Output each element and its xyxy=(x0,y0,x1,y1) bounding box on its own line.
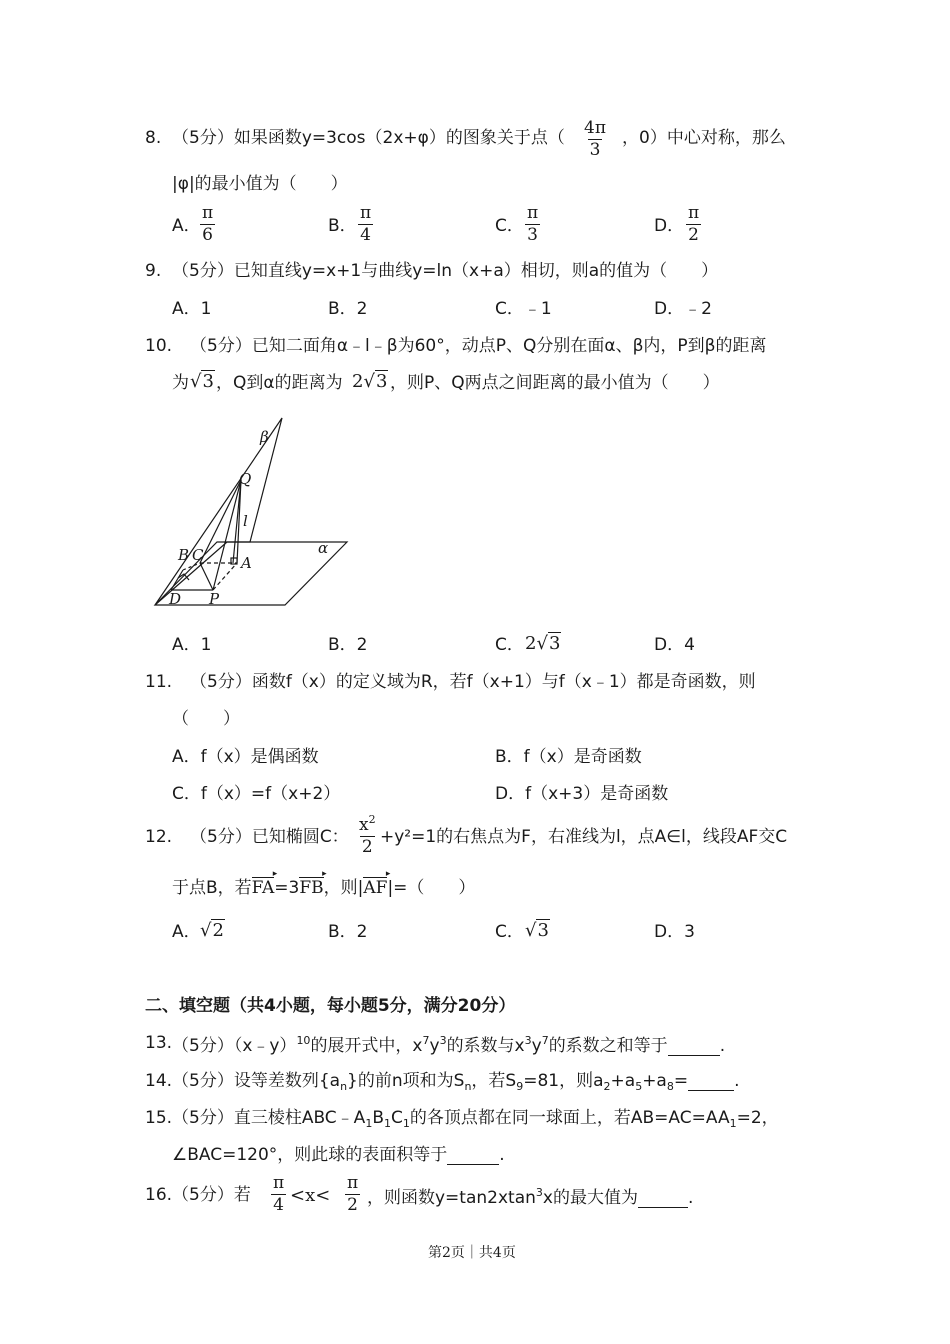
q10-line2-end: ，则P、Q两点之间距离的最小值为（ ） xyxy=(390,373,720,393)
subscript: 1 xyxy=(729,1117,737,1130)
fraction-numerator: π xyxy=(347,1173,359,1193)
q8-option-c-label: C． xyxy=(495,216,524,236)
q15-text: =2， xyxy=(736,1108,779,1128)
q15-period: . xyxy=(499,1145,505,1165)
q12-option-c-sqrt: √3 xyxy=(525,920,549,941)
subscript: 1 xyxy=(383,1117,391,1130)
figure-label-q: Q xyxy=(239,470,252,488)
fraction-denominator: 4 xyxy=(273,1195,284,1215)
q8-point-fraction xyxy=(582,120,608,159)
q13-text: 的系数之和等于 xyxy=(548,1036,668,1056)
q16-text: x的最大值为 xyxy=(542,1188,638,1208)
q12-line2-mid: ，则| xyxy=(323,878,364,898)
q11-option-c: C．f（x）=f（x+2） xyxy=(172,784,341,804)
numerator-exponent: 2 xyxy=(368,813,376,826)
q12-line2 xyxy=(172,880,475,897)
q13-text: 的系数与x xyxy=(446,1036,525,1056)
q8-option-a-fraction xyxy=(200,205,215,244)
q14-period: . xyxy=(734,1071,740,1091)
q16-text: ，则函数y=tan2xtan xyxy=(367,1188,536,1208)
q16-fraction-2 xyxy=(345,1175,360,1214)
q14-text: +a xyxy=(642,1071,667,1091)
q10-option-b: B．2 xyxy=(328,635,368,655)
q15-text: ∠BAC=120°，则此球的表面积等于 xyxy=(172,1145,448,1165)
q10-line2-mid: ，Q到α的距离为 xyxy=(216,373,343,393)
exponent: 3 xyxy=(524,1034,532,1047)
q9-option-c: C．﹣1 xyxy=(495,299,552,319)
q15-text: （5分）直三棱柱ABC﹣A xyxy=(172,1108,366,1128)
q8-number: 8. xyxy=(145,128,162,148)
numerator-base: x xyxy=(359,815,369,835)
q10-sqrt-2: 2√3 xyxy=(352,371,388,392)
q11-line2: （ ） xyxy=(172,709,240,729)
q8-stem-end: ，0）中心对称，那么 xyxy=(622,128,786,148)
exponent: 10 xyxy=(296,1034,311,1047)
fraction-denominator: 2 xyxy=(347,1195,358,1215)
q12-ellipse-fraction xyxy=(357,814,378,856)
figure-label-beta: β xyxy=(260,428,269,446)
figure-label-p: P xyxy=(209,590,220,608)
radicand: 3 xyxy=(537,920,549,941)
coefficient: 2 xyxy=(525,633,537,654)
q12-option-d: D．3 xyxy=(654,922,695,942)
q13-stem xyxy=(172,1035,725,1056)
q12-option-a-label: A． xyxy=(172,922,201,942)
q12-number: 12. xyxy=(145,827,173,847)
q12-option-a-sqrt: √2 xyxy=(200,920,224,941)
q15-text: 的各顶点都在同一球面上，若AB=AC=AA xyxy=(409,1108,730,1128)
q11-option-b: B．f（x）是奇函数 xyxy=(495,747,642,767)
q8-option-c-fraction xyxy=(525,205,540,244)
q10-option-c-sqrt: 2√3 xyxy=(525,633,561,654)
q8-option-b-fraction xyxy=(358,205,373,244)
q16-number: 16. xyxy=(145,1185,173,1205)
radicand: 2 xyxy=(212,920,224,941)
answer-blank[interactable] xyxy=(668,1038,720,1056)
exponent: 3 xyxy=(439,1034,447,1047)
q9-option-d: D．﹣2 xyxy=(654,299,712,319)
section-heading: 二、填空题（共4小题，每小题5分，满分20分） xyxy=(145,996,516,1016)
q15-stem xyxy=(172,1110,779,1129)
subscript: 9 xyxy=(516,1080,524,1093)
line-qc xyxy=(200,480,241,563)
figure-label-d: D xyxy=(169,590,182,608)
exponent: 7 xyxy=(422,1034,430,1047)
q10-option-a: A．1 xyxy=(172,635,212,655)
radicand: 3 xyxy=(202,371,214,392)
q13-text: 的展开式中，x xyxy=(310,1036,423,1056)
line-bc-dashed xyxy=(183,563,200,570)
fraction-numerator: π xyxy=(688,203,700,223)
q12-option-b: B．2 xyxy=(328,922,368,942)
q10-number: 10. xyxy=(145,336,173,356)
fraction-denominator: 2 xyxy=(688,225,699,245)
fraction-numerator: π xyxy=(360,203,372,223)
q9-number: 9. xyxy=(145,261,162,281)
subscript: 1 xyxy=(365,1117,373,1130)
plane-beta xyxy=(155,418,282,605)
answer-blank[interactable] xyxy=(638,1190,688,1208)
q14-text: = xyxy=(673,1071,689,1091)
q14-text: +a xyxy=(610,1071,636,1091)
q14-stem xyxy=(172,1073,740,1092)
q16-inequality: <x< xyxy=(290,1185,331,1206)
figure-label-l: l xyxy=(243,512,248,530)
q13-text: （5分）（x﹣y） xyxy=(172,1036,297,1056)
fraction-denominator: 3 xyxy=(589,140,601,160)
q14-text: ，若S xyxy=(471,1071,517,1091)
q8-option-b-label: B． xyxy=(328,216,357,236)
subscript: 8 xyxy=(666,1080,674,1093)
q9-stem: （5分）已知直线y=x+1与曲线y=ln（x+a）相切，则a的值为（ ） xyxy=(172,261,719,281)
q16-fraction-1 xyxy=(271,1175,286,1214)
q8-stem: （5分）如果函数y=3cos（2x+φ）的图象关于点（ xyxy=(172,128,565,148)
q8-option-d-fraction xyxy=(686,205,701,244)
figure-label-a: A xyxy=(241,554,252,572)
fraction-denominator: 6 xyxy=(202,225,213,245)
q10-line2-start: 为 xyxy=(172,373,189,393)
q14-text: }的前n项和为S xyxy=(347,1071,465,1091)
fraction-numerator: π xyxy=(273,1173,285,1193)
figure-label-b: B xyxy=(178,546,190,564)
q10-sqrt-1: √3 xyxy=(190,371,214,392)
fraction-denominator: 2 xyxy=(361,837,373,857)
q10-line1: （5分）已知二面角α﹣l﹣β为60°，动点P、Q分别在面α、β内，P到β的距离 xyxy=(190,336,767,356)
subscript: n xyxy=(340,1080,348,1093)
fraction-numerator: π xyxy=(202,203,214,223)
q12-line2-end: |=（ ） xyxy=(387,878,476,898)
exponent: 7 xyxy=(541,1034,549,1047)
figure-label-c: C xyxy=(192,546,204,564)
subscript: 5 xyxy=(635,1080,643,1093)
q10-option-c-label: C． xyxy=(495,635,524,655)
line-pc xyxy=(200,563,213,590)
fraction-numerator: 4π xyxy=(584,118,606,138)
q16-stem-end xyxy=(367,1187,693,1208)
vector-fa: FA ▸ xyxy=(252,880,275,897)
q12-line2-start: 于点B，若 xyxy=(172,878,252,898)
q8-option-a-label: A． xyxy=(172,216,201,236)
q13-text: y xyxy=(429,1036,440,1056)
q12-stem-end: +y²=1的右焦点为F，右准线为l，点A∈l，线段AF交C xyxy=(380,827,788,847)
q14-text: =81，则a xyxy=(523,1071,604,1091)
coefficient: 2 xyxy=(352,371,364,392)
subscript: 2 xyxy=(603,1080,611,1093)
q14-text: （5分）设等差数列{a xyxy=(172,1071,341,1091)
q9-option-b: B．2 xyxy=(328,299,368,319)
fraction-numerator xyxy=(357,814,378,836)
q11-option-a: A．f（x）是偶函数 xyxy=(172,747,319,767)
q13-text: y xyxy=(531,1036,542,1056)
q9-option-a: A．1 xyxy=(172,299,212,319)
q15-text: C xyxy=(390,1108,403,1128)
q12-stem: （5分）已知椭圆C： xyxy=(190,827,349,847)
q13-period: . xyxy=(719,1036,726,1056)
q8-option-d-label: D． xyxy=(654,216,685,236)
q16-period: . xyxy=(687,1188,694,1208)
answer-blank[interactable] xyxy=(447,1147,499,1165)
subscript: n xyxy=(464,1080,472,1093)
q11-line1: （5分）函数f（x）的定义域为R，若f（x+1）与f（x﹣1）都是奇函数，则 xyxy=(190,672,756,692)
exponent: 3 xyxy=(535,1186,543,1199)
dihedral-angle-figure xyxy=(145,410,355,610)
q15-text: B xyxy=(372,1108,384,1128)
q10-option-d: D．4 xyxy=(654,635,695,655)
q13-number: 13. xyxy=(145,1033,173,1053)
q12-option-c-label: C． xyxy=(495,922,524,942)
radicand: 3 xyxy=(375,371,388,392)
radicand: 3 xyxy=(548,633,561,654)
fraction-denominator: 3 xyxy=(527,225,538,245)
q12-equals: =3 xyxy=(274,878,300,898)
q14-number: 14. xyxy=(145,1071,173,1091)
vector-af: AF ▸ xyxy=(363,880,387,897)
fraction-numerator: π xyxy=(527,203,539,223)
fraction-denominator: 4 xyxy=(360,225,371,245)
subscript: 1 xyxy=(402,1117,410,1130)
q11-option-d: D．f（x+3）是奇函数 xyxy=(495,784,669,804)
q8-line2: |φ|的最小值为（ ） xyxy=(172,174,348,194)
q16-stem-start: （5分）若 xyxy=(172,1185,251,1205)
vector-fb: FB ▸ xyxy=(299,880,323,897)
figure-label-alpha: α xyxy=(318,539,329,557)
q11-number: 11. xyxy=(145,672,173,692)
page-footer: 第2页｜共4页 xyxy=(428,1245,516,1261)
q15-line2 xyxy=(172,1147,505,1165)
answer-blank[interactable] xyxy=(688,1073,734,1091)
q15-number: 15. xyxy=(145,1108,173,1128)
